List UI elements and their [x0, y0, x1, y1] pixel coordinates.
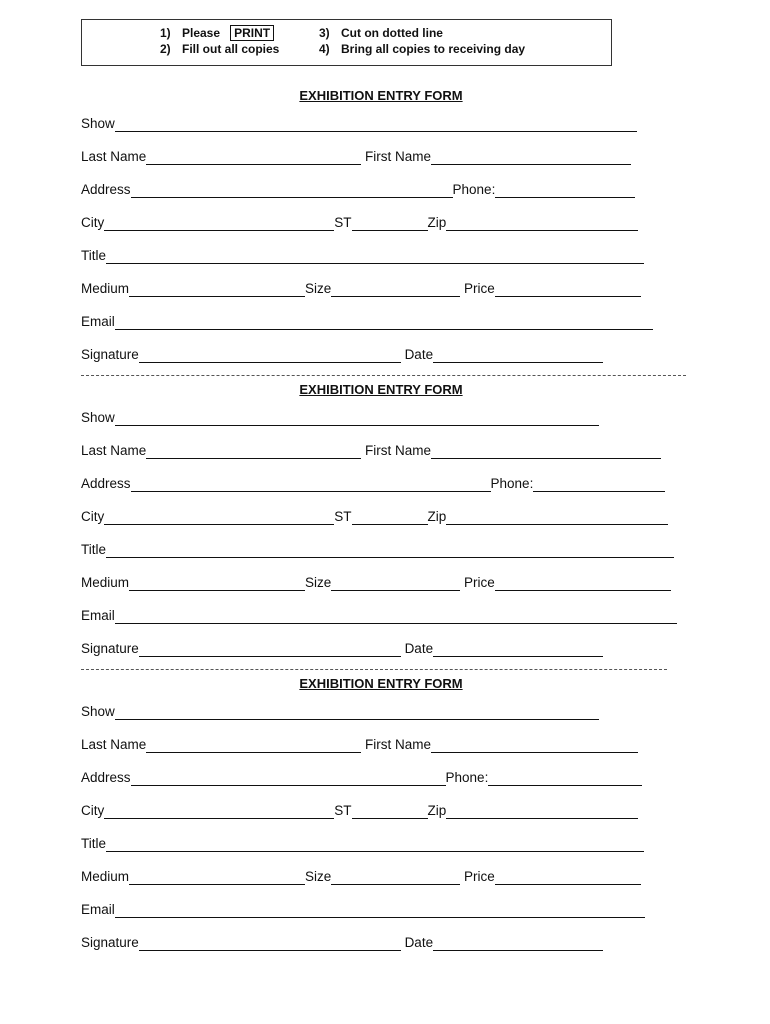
first-name-field[interactable] [431, 737, 638, 753]
cut-line-1 [81, 375, 686, 376]
state-field[interactable] [352, 509, 428, 525]
instructions-box [81, 19, 612, 66]
email-field[interactable] [115, 608, 677, 624]
form-title: EXHIBITION ENTRY FORM [299, 676, 463, 691]
price-field[interactable] [495, 281, 641, 297]
zip-field[interactable] [446, 215, 638, 231]
last-name-field[interactable] [146, 443, 361, 459]
city-field[interactable] [104, 509, 334, 525]
row-address: Address Phone: [81, 178, 635, 198]
cut-line-2 [81, 669, 667, 670]
row-title: Title [81, 832, 644, 852]
city-field[interactable] [104, 215, 334, 231]
form-title: EXHIBITION ENTRY FORM [299, 382, 463, 397]
date-field[interactable] [433, 935, 603, 951]
row-name: Last Name First Name [81, 145, 631, 165]
show-field[interactable] [115, 704, 599, 720]
row-email: Email [81, 898, 645, 918]
row-address: Address Phone: [81, 472, 665, 492]
email-field[interactable] [115, 314, 653, 330]
zip-field[interactable] [446, 509, 668, 525]
address-field[interactable] [131, 182, 453, 198]
city-field[interactable] [104, 803, 334, 819]
row-show: Show [81, 112, 637, 132]
phone-field[interactable] [488, 770, 642, 786]
state-field[interactable] [352, 803, 428, 819]
signature-field[interactable] [139, 347, 401, 363]
medium-field[interactable] [129, 281, 305, 297]
row-medium: Medium Size Price [81, 277, 641, 297]
first-name-field[interactable] [431, 443, 661, 459]
email-field[interactable] [115, 902, 645, 918]
state-field[interactable] [352, 215, 428, 231]
signature-field[interactable] [139, 935, 401, 951]
row-email: Email [81, 310, 653, 330]
row-signature: Signature Date [81, 637, 603, 657]
title-field[interactable] [106, 542, 674, 558]
row-name: Last Name First Name [81, 439, 661, 459]
show-field[interactable] [115, 410, 599, 426]
form-title: EXHIBITION ENTRY FORM [299, 88, 463, 103]
address-field[interactable] [131, 476, 491, 492]
last-name-field[interactable] [146, 737, 361, 753]
row-signature: Signature Date [81, 931, 603, 951]
medium-field[interactable] [129, 869, 305, 885]
last-name-field[interactable] [146, 149, 361, 165]
entry-form-1 [81, 88, 701, 368]
row-title: Title [81, 244, 644, 264]
instruction-2: 2) Fill out all copies [160, 42, 280, 56]
show-field[interactable] [115, 116, 637, 132]
print-badge: PRINT [230, 25, 274, 41]
row-show: Show [81, 700, 599, 720]
instruction-3: 3) Cut on dotted line [319, 26, 443, 40]
date-field[interactable] [433, 347, 603, 363]
phone-field[interactable] [533, 476, 665, 492]
row-title: Title [81, 538, 674, 558]
row-signature: Signature Date [81, 343, 603, 363]
price-field[interactable] [495, 575, 671, 591]
row-city: City ST Zip [81, 211, 638, 231]
row-address: Address Phone: [81, 766, 642, 786]
row-email: Email [81, 604, 677, 624]
row-medium: Medium Size Price [81, 865, 641, 885]
row-show: Show [81, 406, 599, 426]
price-field[interactable] [495, 869, 641, 885]
date-field[interactable] [433, 641, 603, 657]
address-field[interactable] [131, 770, 446, 786]
entry-form-3 [81, 676, 701, 956]
size-field[interactable] [331, 281, 460, 297]
title-field[interactable] [106, 836, 644, 852]
instruction-1: 1) Please PRINT [160, 26, 274, 40]
size-field[interactable] [331, 869, 460, 885]
zip-field[interactable] [446, 803, 638, 819]
instruction-4: 4) Bring all copies to receiving day [319, 42, 526, 56]
row-medium: Medium Size Price [81, 571, 671, 591]
row-city: City ST Zip [81, 799, 638, 819]
entry-form-2 [81, 382, 701, 662]
medium-field[interactable] [129, 575, 305, 591]
first-name-field[interactable] [431, 149, 631, 165]
signature-field[interactable] [139, 641, 401, 657]
size-field[interactable] [331, 575, 460, 591]
phone-field[interactable] [495, 182, 635, 198]
row-name: Last Name First Name [81, 733, 638, 753]
title-field[interactable] [106, 248, 644, 264]
row-city: City ST Zip [81, 505, 668, 525]
